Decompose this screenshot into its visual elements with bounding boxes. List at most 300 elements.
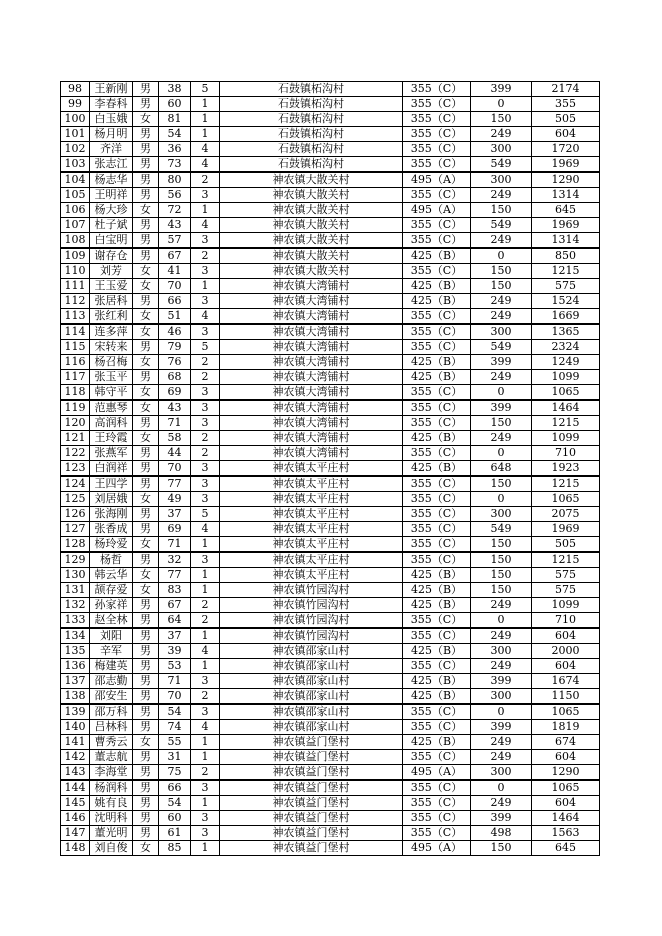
standard-cell: 355（C） <box>403 507 471 522</box>
gender-cell: 男 <box>133 689 159 705</box>
members-cell: 3 <box>191 385 220 401</box>
name-cell: 张玉平 <box>90 370 133 385</box>
total-cell: 575 <box>532 583 600 598</box>
subsidy-cell: 0 <box>471 446 532 461</box>
total-cell: 674 <box>532 735 600 750</box>
village-cell: 神农镇竹园沟村 <box>220 598 403 613</box>
village-cell: 神农镇邵家山村 <box>220 720 403 735</box>
village-cell: 神农镇益门堡村 <box>220 826 403 841</box>
village-cell: 神农镇邵家山村 <box>220 659 403 674</box>
members-cell: 3 <box>191 264 220 279</box>
total-cell: 1969 <box>532 522 600 537</box>
table-row <box>61 765 600 781</box>
age-cell: 44 <box>159 446 191 461</box>
table-row <box>61 112 600 127</box>
name-cell: 杨月明 <box>90 127 133 142</box>
age-cell: 46 <box>159 324 191 340</box>
subsidy-cell: 549 <box>471 157 532 173</box>
members-cell: 3 <box>191 400 220 416</box>
gender-cell: 女 <box>133 568 159 583</box>
members-cell: 2 <box>191 355 220 370</box>
table-row <box>61 826 600 841</box>
gender-cell: 男 <box>133 127 159 142</box>
table-row <box>61 552 600 568</box>
total-cell: 1290 <box>532 172 600 188</box>
gender-cell: 男 <box>133 659 159 674</box>
gender-cell: 男 <box>133 97 159 112</box>
name-cell: 白玉娥 <box>90 112 133 127</box>
village-cell: 神农镇益门堡村 <box>220 811 403 826</box>
subsidy-cell: 249 <box>471 127 532 142</box>
name-cell: 王明祥 <box>90 188 133 203</box>
subsidy-cell: 150 <box>471 416 532 431</box>
standard-cell: 425（B） <box>403 583 471 598</box>
village-cell: 神农镇邵家山村 <box>220 644 403 659</box>
subsidy-cell: 150 <box>471 476 532 492</box>
row-number: 131 <box>61 583 90 598</box>
subsidy-cell: 399 <box>471 720 532 735</box>
table-row <box>61 400 600 416</box>
row-number: 102 <box>61 142 90 157</box>
standard-cell: 425（B） <box>403 598 471 613</box>
row-number: 104 <box>61 172 90 188</box>
gender-cell: 男 <box>133 674 159 689</box>
table-row <box>61 628 600 644</box>
total-cell: 1215 <box>532 476 600 492</box>
standard-cell: 355（C） <box>403 218 471 233</box>
total-cell: 1720 <box>532 142 600 157</box>
name-cell: 沈明科 <box>90 811 133 826</box>
standard-cell: 355（C） <box>403 324 471 340</box>
standard-cell: 355（C） <box>403 780 471 796</box>
standard-cell: 355（C） <box>403 340 471 355</box>
table-row <box>61 279 600 294</box>
members-cell: 2 <box>191 370 220 385</box>
gender-cell: 男 <box>133 416 159 431</box>
table-row <box>61 264 600 279</box>
standard-cell: 355（C） <box>403 613 471 629</box>
village-cell: 神农镇太平庄村 <box>220 522 403 537</box>
members-cell: 3 <box>191 461 220 477</box>
total-cell: 2174 <box>532 82 600 97</box>
age-cell: 39 <box>159 644 191 659</box>
total-cell: 1249 <box>532 355 600 370</box>
name-cell: 邵安生 <box>90 689 133 705</box>
gender-cell: 男 <box>133 598 159 613</box>
age-cell: 66 <box>159 780 191 796</box>
village-cell: 石鼓镇柘沟村 <box>220 112 403 127</box>
village-cell: 神农镇邵家山村 <box>220 674 403 689</box>
table-row <box>61 127 600 142</box>
subsidy-cell: 300 <box>471 644 532 659</box>
gender-cell: 男 <box>133 796 159 811</box>
name-cell: 刘居娥 <box>90 492 133 507</box>
gender-cell: 女 <box>133 431 159 446</box>
row-number: 123 <box>61 461 90 477</box>
row-number: 119 <box>61 400 90 416</box>
members-cell: 1 <box>191 279 220 294</box>
members-cell: 2 <box>191 446 220 461</box>
subsidy-cell: 0 <box>471 492 532 507</box>
standard-cell: 355（C） <box>403 400 471 416</box>
row-number: 98 <box>61 82 90 97</box>
standard-cell: 355（C） <box>403 97 471 112</box>
row-number: 127 <box>61 522 90 537</box>
village-cell: 神农镇益门堡村 <box>220 735 403 750</box>
subsidy-cell: 549 <box>471 340 532 355</box>
total-cell: 1669 <box>532 309 600 325</box>
members-cell: 4 <box>191 142 220 157</box>
subsidy-cell: 150 <box>471 279 532 294</box>
name-cell: 刘芳 <box>90 264 133 279</box>
standard-cell: 355（C） <box>403 264 471 279</box>
members-cell: 5 <box>191 340 220 355</box>
members-cell: 3 <box>191 324 220 340</box>
village-cell: 神农镇大散关村 <box>220 203 403 218</box>
total-cell: 1314 <box>532 188 600 203</box>
table-row <box>61 583 600 598</box>
row-number: 122 <box>61 446 90 461</box>
standard-cell: 355（C） <box>403 385 471 401</box>
age-cell: 77 <box>159 476 191 492</box>
table-row <box>61 157 600 173</box>
table-row <box>61 811 600 826</box>
row-number: 144 <box>61 780 90 796</box>
subsidy-cell: 648 <box>471 461 532 477</box>
row-number: 126 <box>61 507 90 522</box>
gender-cell: 男 <box>133 157 159 173</box>
age-cell: 80 <box>159 172 191 188</box>
name-cell: 杨哲 <box>90 552 133 568</box>
row-number: 148 <box>61 841 90 856</box>
subsidy-cell: 549 <box>471 218 532 233</box>
gender-cell: 女 <box>133 279 159 294</box>
subsidy-cell: 249 <box>471 309 532 325</box>
total-cell: 1314 <box>532 233 600 249</box>
standard-cell: 425（B） <box>403 279 471 294</box>
village-cell: 神农镇大湾铺村 <box>220 385 403 401</box>
village-cell: 神农镇大湾铺村 <box>220 370 403 385</box>
subsidy-cell: 150 <box>471 552 532 568</box>
total-cell: 1524 <box>532 294 600 309</box>
table-row <box>61 841 600 856</box>
row-number: 107 <box>61 218 90 233</box>
name-cell: 韩守平 <box>90 385 133 401</box>
name-cell: 白宝明 <box>90 233 133 249</box>
members-cell: 5 <box>191 82 220 97</box>
members-cell: 2 <box>191 431 220 446</box>
row-number: 121 <box>61 431 90 446</box>
gender-cell: 女 <box>133 735 159 750</box>
standard-cell: 355（C） <box>403 826 471 841</box>
standard-cell: 355（C） <box>403 552 471 568</box>
age-cell: 72 <box>159 203 191 218</box>
total-cell: 1819 <box>532 720 600 735</box>
standard-cell: 355（C） <box>403 309 471 325</box>
standard-cell: 355（C） <box>403 492 471 507</box>
age-cell: 76 <box>159 355 191 370</box>
gender-cell: 男 <box>133 628 159 644</box>
members-cell: 3 <box>191 826 220 841</box>
total-cell: 1215 <box>532 552 600 568</box>
name-cell: 杜子斌 <box>90 218 133 233</box>
members-cell: 4 <box>191 309 220 325</box>
name-cell: 张红利 <box>90 309 133 325</box>
row-number: 143 <box>61 765 90 781</box>
gender-cell: 男 <box>133 142 159 157</box>
members-cell: 3 <box>191 294 220 309</box>
total-cell: 1215 <box>532 416 600 431</box>
gender-cell: 男 <box>133 82 159 97</box>
village-cell: 石鼓镇柘沟村 <box>220 157 403 173</box>
name-cell: 王玲霞 <box>90 431 133 446</box>
standard-cell: 495（A） <box>403 765 471 781</box>
row-number: 125 <box>61 492 90 507</box>
village-cell: 神农镇大散关村 <box>220 248 403 264</box>
name-cell: 王四学 <box>90 476 133 492</box>
subsidy-cell: 300 <box>471 324 532 340</box>
name-cell: 李春科 <box>90 97 133 112</box>
members-cell: 1 <box>191 583 220 598</box>
age-cell: 31 <box>159 750 191 765</box>
village-cell: 神农镇益门堡村 <box>220 780 403 796</box>
total-cell: 1464 <box>532 811 600 826</box>
gender-cell: 男 <box>133 172 159 188</box>
total-cell: 710 <box>532 446 600 461</box>
row-number: 136 <box>61 659 90 674</box>
village-cell: 神农镇大湾铺村 <box>220 355 403 370</box>
subsidy-cell: 150 <box>471 537 532 553</box>
name-cell: 刘自俊 <box>90 841 133 856</box>
name-cell: 白润祥 <box>90 461 133 477</box>
total-cell: 604 <box>532 750 600 765</box>
row-number: 114 <box>61 324 90 340</box>
name-cell: 董光明 <box>90 826 133 841</box>
name-cell: 杨志华 <box>90 172 133 188</box>
age-cell: 73 <box>159 157 191 173</box>
age-cell: 36 <box>159 142 191 157</box>
total-cell: 645 <box>532 203 600 218</box>
age-cell: 43 <box>159 218 191 233</box>
subsidy-cell: 150 <box>471 841 532 856</box>
table-row <box>61 385 600 401</box>
subsidy-cell: 150 <box>471 264 532 279</box>
table-row <box>61 796 600 811</box>
row-number: 120 <box>61 416 90 431</box>
total-cell: 645 <box>532 841 600 856</box>
table-row <box>61 248 600 264</box>
village-cell: 神农镇大湾铺村 <box>220 279 403 294</box>
row-number: 134 <box>61 628 90 644</box>
gender-cell: 男 <box>133 826 159 841</box>
subsidy-cell: 399 <box>471 811 532 826</box>
subsidy-cell: 399 <box>471 82 532 97</box>
row-number: 141 <box>61 735 90 750</box>
total-cell: 2000 <box>532 644 600 659</box>
name-cell: 连多萍 <box>90 324 133 340</box>
village-cell: 神农镇太平庄村 <box>220 537 403 553</box>
subsidy-cell: 150 <box>471 583 532 598</box>
members-cell: 2 <box>191 248 220 264</box>
name-cell: 孙家祥 <box>90 598 133 613</box>
gender-cell: 女 <box>133 537 159 553</box>
total-cell: 604 <box>532 127 600 142</box>
members-cell: 1 <box>191 97 220 112</box>
total-cell: 1065 <box>532 780 600 796</box>
row-number: 111 <box>61 279 90 294</box>
village-cell: 神农镇太平庄村 <box>220 568 403 583</box>
table-row <box>61 522 600 537</box>
table-row <box>61 720 600 735</box>
age-cell: 55 <box>159 735 191 750</box>
name-cell: 邵志勤 <box>90 674 133 689</box>
row-number: 99 <box>61 97 90 112</box>
age-cell: 70 <box>159 279 191 294</box>
members-cell: 1 <box>191 568 220 583</box>
village-cell: 神农镇竹园沟村 <box>220 628 403 644</box>
name-cell: 范惠琴 <box>90 400 133 416</box>
name-cell: 宋转来 <box>90 340 133 355</box>
row-number: 137 <box>61 674 90 689</box>
table-row <box>61 431 600 446</box>
subsidy-cell: 399 <box>471 355 532 370</box>
name-cell: 张志江 <box>90 157 133 173</box>
name-cell: 杨玲爱 <box>90 537 133 553</box>
subsidy-cell: 0 <box>471 704 532 720</box>
age-cell: 64 <box>159 613 191 629</box>
row-number: 100 <box>61 112 90 127</box>
subsidy-cell: 249 <box>471 233 532 249</box>
age-cell: 75 <box>159 765 191 781</box>
name-cell: 颉存爱 <box>90 583 133 598</box>
standard-cell: 425（B） <box>403 431 471 446</box>
members-cell: 3 <box>191 492 220 507</box>
name-cell: 赵全林 <box>90 613 133 629</box>
village-cell: 神农镇大散关村 <box>220 188 403 203</box>
subsidy-cell: 0 <box>471 613 532 629</box>
name-cell: 谢存仓 <box>90 248 133 264</box>
age-cell: 66 <box>159 294 191 309</box>
members-cell: 3 <box>191 476 220 492</box>
standard-cell: 425（B） <box>403 689 471 705</box>
standard-cell: 355（C） <box>403 142 471 157</box>
members-cell: 4 <box>191 157 220 173</box>
members-cell: 2 <box>191 613 220 629</box>
gender-cell: 女 <box>133 264 159 279</box>
total-cell: 1150 <box>532 689 600 705</box>
village-cell: 神农镇大湾铺村 <box>220 294 403 309</box>
gender-cell: 女 <box>133 583 159 598</box>
age-cell: 58 <box>159 431 191 446</box>
age-cell: 38 <box>159 82 191 97</box>
village-cell: 神农镇太平庄村 <box>220 492 403 507</box>
standard-cell: 355（C） <box>403 112 471 127</box>
members-cell: 1 <box>191 203 220 218</box>
row-number: 135 <box>61 644 90 659</box>
name-cell: 姚有良 <box>90 796 133 811</box>
village-cell: 神农镇大湾铺村 <box>220 431 403 446</box>
row-number: 146 <box>61 811 90 826</box>
village-cell: 神农镇太平庄村 <box>220 507 403 522</box>
table-row <box>61 142 600 157</box>
name-cell: 刘阳 <box>90 628 133 644</box>
gender-cell: 男 <box>133 720 159 735</box>
standard-cell: 425（B） <box>403 461 471 477</box>
gender-cell: 男 <box>133 233 159 249</box>
members-cell: 1 <box>191 537 220 553</box>
village-cell: 神农镇益门堡村 <box>220 765 403 781</box>
gender-cell: 男 <box>133 461 159 477</box>
age-cell: 71 <box>159 674 191 689</box>
age-cell: 67 <box>159 248 191 264</box>
subsidy-cell: 0 <box>471 385 532 401</box>
row-number: 124 <box>61 476 90 492</box>
gender-cell: 男 <box>133 552 159 568</box>
gender-cell: 男 <box>133 188 159 203</box>
table-row <box>61 294 600 309</box>
gender-cell: 女 <box>133 355 159 370</box>
gender-cell: 男 <box>133 811 159 826</box>
members-cell: 1 <box>191 735 220 750</box>
total-cell: 505 <box>532 537 600 553</box>
standard-cell: 425（B） <box>403 674 471 689</box>
gender-cell: 男 <box>133 704 159 720</box>
subsidy-cell: 249 <box>471 735 532 750</box>
village-cell: 神农镇大散关村 <box>220 218 403 233</box>
members-cell: 4 <box>191 720 220 735</box>
standard-cell: 355（C） <box>403 704 471 720</box>
standard-cell: 355（C） <box>403 537 471 553</box>
standard-cell: 355（C） <box>403 82 471 97</box>
table-row <box>61 233 600 249</box>
subsidy-cell: 300 <box>471 689 532 705</box>
village-cell: 神农镇大湾铺村 <box>220 400 403 416</box>
age-cell: 71 <box>159 416 191 431</box>
gender-cell: 女 <box>133 309 159 325</box>
name-cell: 李海堂 <box>90 765 133 781</box>
row-number: 106 <box>61 203 90 218</box>
total-cell: 575 <box>532 279 600 294</box>
table-row <box>61 218 600 233</box>
gender-cell: 女 <box>133 400 159 416</box>
name-cell: 张香成 <box>90 522 133 537</box>
standard-cell: 425（B） <box>403 355 471 370</box>
row-number: 109 <box>61 248 90 264</box>
table-row <box>61 203 600 218</box>
village-cell: 神农镇竹园沟村 <box>220 583 403 598</box>
age-cell: 43 <box>159 400 191 416</box>
subsidy-cell: 549 <box>471 522 532 537</box>
subsidy-cell: 249 <box>471 370 532 385</box>
total-cell: 850 <box>532 248 600 264</box>
standard-cell: 355（C） <box>403 750 471 765</box>
gender-cell: 男 <box>133 522 159 537</box>
age-cell: 61 <box>159 826 191 841</box>
members-cell: 2 <box>191 172 220 188</box>
total-cell: 1969 <box>532 218 600 233</box>
table-row <box>61 461 600 477</box>
table-row <box>61 446 600 461</box>
name-cell: 曹秀云 <box>90 735 133 750</box>
subsidy-cell: 300 <box>471 172 532 188</box>
subsidy-cell: 399 <box>471 400 532 416</box>
table-row <box>61 704 600 720</box>
total-cell: 604 <box>532 796 600 811</box>
total-cell: 1099 <box>532 370 600 385</box>
age-cell: 37 <box>159 628 191 644</box>
subsidy-cell: 249 <box>471 628 532 644</box>
village-cell: 石鼓镇柘沟村 <box>220 127 403 142</box>
